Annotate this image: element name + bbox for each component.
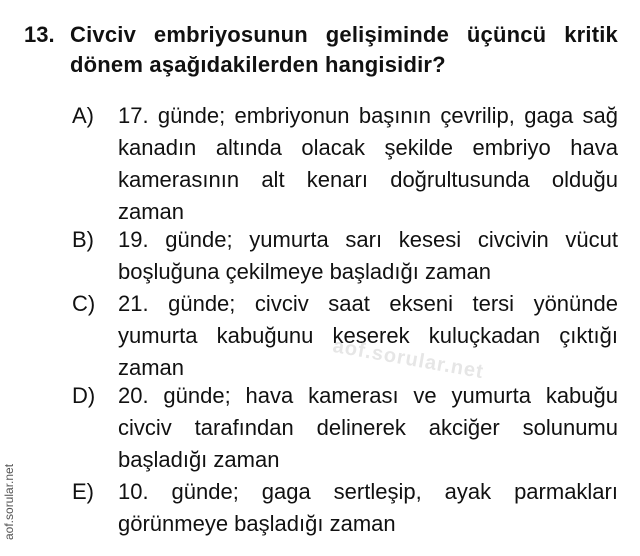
option-a-text: 17. günde; embriyonun başının çevrilip, gaga sağ kanadın altında olacak şekilde embriyo hava kamerasının alt kenarı doğrultusunda olduğu zaman [118,103,618,224]
question-number: 13. [24,22,55,47]
option-d-text: 20. günde; hava kamerası ve yumurta kabuğu civciv tarafından delinerek akciğer solunumu başladığı zaman [118,383,618,472]
option-b-text: 19. günde; yumurta sarı kesesi civcivin vücut boşluğuna çekilmeye başladığı zaman [118,227,618,284]
watermark-center: aof.sorular.net [331,335,486,384]
option-e-text: 10. günde; gaga sertleşip, ayak parmakları görünmeye başladığı zaman [118,479,618,536]
option-a-letter: A) [72,103,94,128]
question-text: Civciv embriyosunun gelişiminde üçüncü kritik dönem aşağıdakilerden hangisidir? [70,22,618,77]
watermark-side: aof.sorular.net [2,463,16,540]
option-e-letter: E) [72,479,94,504]
option-c-letter: C) [72,291,96,316]
option-b-letter: B) [72,227,94,252]
option-c-text: 21. günde; civciv saat ekseni tersi yönünde yumurta kabuğunu keserek kuluçkadan çıktığı zaman [118,291,618,380]
option-d-letter: D) [72,383,96,408]
